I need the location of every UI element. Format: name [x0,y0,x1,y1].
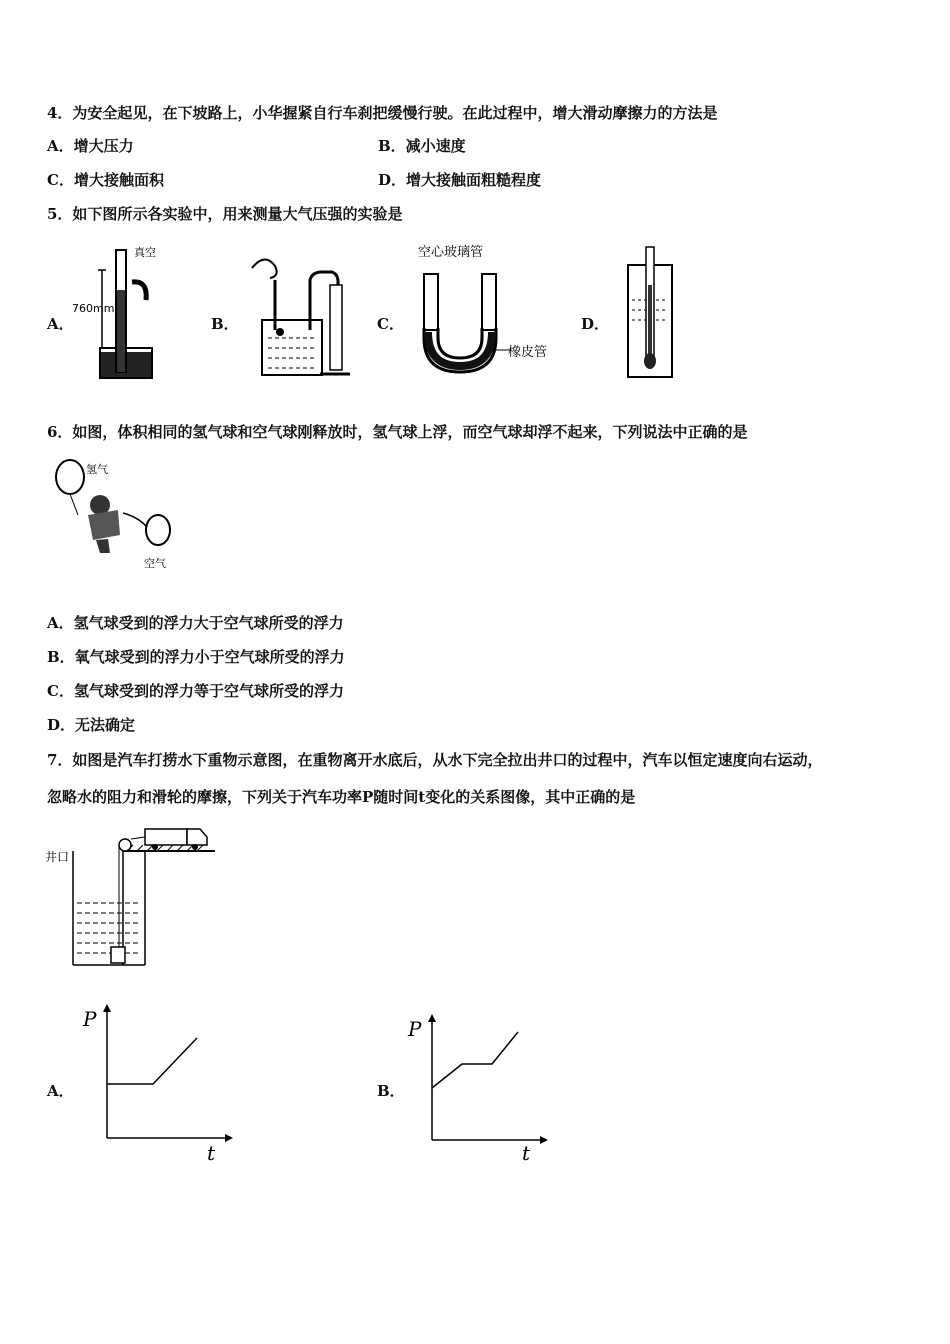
torricelli-height-label: 760mm [72,302,115,315]
q5-label-d: D． [581,315,610,333]
graph-b-p-axis: P [408,1017,422,1041]
torricelli-figure [70,240,170,382]
q5-label-a: A． [47,315,74,333]
q4-option-b: B．减小速度 [378,137,466,155]
graph-b-t-axis: t [522,1141,531,1165]
q7-graph-label-a: A． [47,1082,74,1100]
graph-b-line [432,1032,518,1088]
q6-option-b: B．氧气球受到的浮力小于空气球所受的浮力 [47,648,345,666]
hydrogen-label: 氢气 [86,463,108,476]
q7-stem-line-1: 7．如图是汽车打捞水下重物示意图，在重物离开水底后，从水下完全拉出井口的过程中，汽车以恒定速度向右运动， [47,751,823,769]
balloon-figure [48,455,178,575]
graph-a-t-axis: t [207,1141,216,1165]
q6-option-c: C．氢气球受到的浮力等于空气球所受的浮力 [47,682,344,700]
u-tube-top-label: 空心玻璃管 [418,245,484,260]
q7-graph-label-b: B． [377,1082,405,1100]
u-tube-rubber-label: 橡皮管 [508,345,548,360]
q4-option-d: D．增大接触面粗糙程度 [378,171,542,189]
graph-a [75,1000,235,1165]
torricelli-vacuum-label: 真空 [134,246,156,259]
graph-a-p-axis: P [83,1007,97,1031]
q5-stem: 5．如下图所示各实验中，用来测量大气压强的实验是 [47,205,403,223]
siphon-figure [240,250,350,380]
q6-stem: 6．如图，体积相同的氢气球和空气球刚释放时，氢气球上浮，而空气球却浮不起来，下列说法中正确的是 [47,423,748,441]
q4-option-a: A．增大压力 [47,137,134,155]
q6-option-d: D．无法确定 [47,716,136,734]
well-figure [45,815,225,975]
q5-label-c: C． [377,315,404,333]
thermometer-figure [620,245,680,380]
graph-a-line [107,1038,197,1084]
well-mouth-label: 井口 [45,850,70,864]
graph-b [400,1012,560,1167]
q4-option-c: C．增大接触面积 [47,171,164,189]
q7-stem-line-2: 忽略水的阻力和滑轮的摩擦，下列关于汽车功率P随时间t变化的关系图像，其中正确的是 [47,788,636,806]
u-tube-figure [410,240,560,380]
air-label: 空气 [144,557,166,570]
q6-option-a: A．氢气球受到的浮力大于空气球所受的浮力 [47,614,344,632]
q5-label-b: B． [211,315,239,333]
q4-stem: 4．为安全起见，在下坡路上，小华握紧自行车刹把缓慢行驶。在此过程中，增大滑动摩擦力的方法是 [47,104,718,122]
